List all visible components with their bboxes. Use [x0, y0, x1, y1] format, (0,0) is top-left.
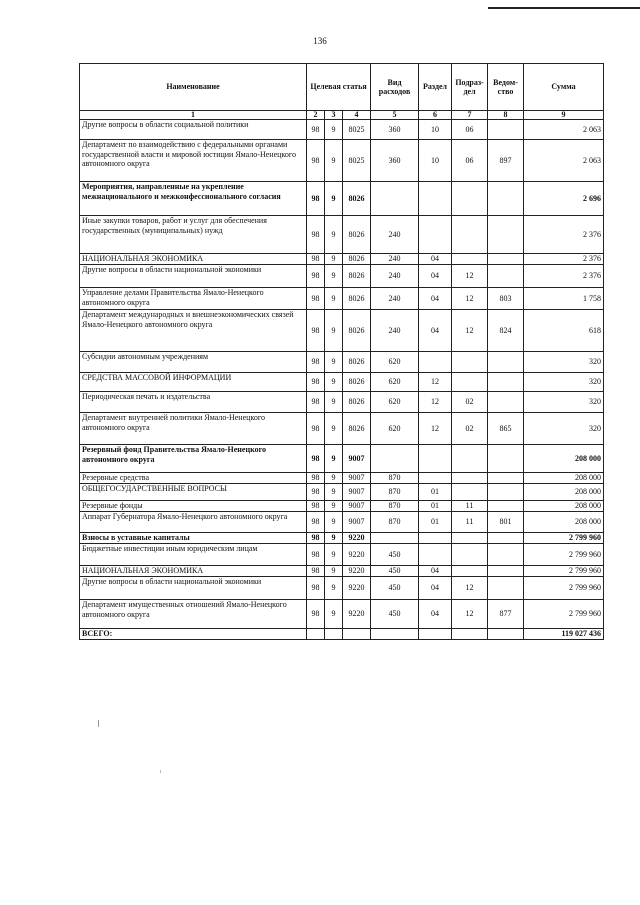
- cell-summa: 320: [524, 352, 604, 373]
- cell-c: 8026: [343, 373, 371, 392]
- cell-vid: [371, 445, 419, 473]
- cell-summa: 208 000: [524, 473, 604, 484]
- header-subsection: Подраз-дел: [452, 64, 488, 111]
- cell-vid: 360: [371, 120, 419, 140]
- cell-summa: 2 063: [524, 120, 604, 140]
- cell-empty: [307, 629, 325, 640]
- cell-podrazdel: [452, 373, 488, 392]
- cell-vid: 870: [371, 501, 419, 512]
- cell-summa: 2 376: [524, 216, 604, 254]
- cell-vedomstvo: [488, 473, 524, 484]
- cell-a: 98: [307, 600, 325, 629]
- cell-summa: 2 376: [524, 254, 604, 265]
- col-num: 2: [307, 111, 325, 120]
- cell-a: 98: [307, 288, 325, 310]
- cell-vid: 450: [371, 600, 419, 629]
- cell-vedomstvo: 803: [488, 288, 524, 310]
- cell-name: Резервный фонд Правительства Ямало-Ненецкого автономного округа: [80, 445, 307, 473]
- cell-vedomstvo: [488, 501, 524, 512]
- cell-podrazdel: [452, 544, 488, 566]
- cell-a: 98: [307, 254, 325, 265]
- cell-summa: 320: [524, 413, 604, 445]
- cell-vedomstvo: 824: [488, 310, 524, 352]
- cell-summa: 208 000: [524, 484, 604, 501]
- cell-podrazdel: [452, 216, 488, 254]
- cell-razdel: 04: [419, 600, 452, 629]
- scan-mark: [98, 720, 99, 727]
- cell-vedomstvo: 877: [488, 600, 524, 629]
- cell-c: 9007: [343, 445, 371, 473]
- table-row: [80, 140, 604, 182]
- table-row: [80, 182, 604, 216]
- cell-c: 8026: [343, 392, 371, 413]
- cell-empty: [343, 629, 371, 640]
- total-amount: 119 027 436: [524, 629, 604, 640]
- cell-summa: 2 799 960: [524, 544, 604, 566]
- cell-c: 9220: [343, 600, 371, 629]
- cell-summa: 208 000: [524, 501, 604, 512]
- cell-a: 98: [307, 577, 325, 600]
- cell-b: 9: [325, 577, 343, 600]
- scan-mark: [160, 770, 161, 773]
- cell-summa: 320: [524, 392, 604, 413]
- cell-c: 9007: [343, 512, 371, 533]
- cell-empty: [325, 629, 343, 640]
- cell-vedomstvo: [488, 392, 524, 413]
- cell-razdel: [419, 182, 452, 216]
- cell-podrazdel: 06: [452, 140, 488, 182]
- cell-vid: 240: [371, 288, 419, 310]
- cell-podrazdel: [452, 484, 488, 501]
- header-amount: Сумма: [524, 64, 604, 111]
- cell-summa: 2 063: [524, 140, 604, 182]
- cell-c: 9220: [343, 566, 371, 577]
- cell-name: Бюджетные инвестиции иным юридическим лицам: [80, 544, 307, 566]
- cell-vedomstvo: 865: [488, 413, 524, 445]
- cell-podrazdel: [452, 352, 488, 373]
- cell-c: 8026: [343, 182, 371, 216]
- cell-razdel: 12: [419, 392, 452, 413]
- cell-b: 9: [325, 445, 343, 473]
- cell-empty: [419, 629, 452, 640]
- cell-vid: 870: [371, 473, 419, 484]
- cell-vedomstvo: [488, 352, 524, 373]
- cell-podrazdel: 11: [452, 512, 488, 533]
- cell-vedomstvo: 801: [488, 512, 524, 533]
- cell-podrazdel: 11: [452, 501, 488, 512]
- cell-c: 8026: [343, 254, 371, 265]
- cell-b: 9: [325, 484, 343, 501]
- cell-podrazdel: 02: [452, 413, 488, 445]
- cell-vedomstvo: [488, 182, 524, 216]
- cell-name: Резервные фонды: [80, 501, 307, 512]
- cell-name: Департамент по взаимодействию с федеральными органами государственной власти и мировой юстиции Ямало-Ненецкого автономного округа: [80, 140, 307, 182]
- column-number-row: [80, 111, 604, 120]
- header-row: [80, 64, 604, 111]
- table-row: [80, 566, 604, 577]
- cell-razdel: 12: [419, 373, 452, 392]
- cell-b: 9: [325, 140, 343, 182]
- cell-vid: 620: [371, 392, 419, 413]
- cell-summa: 1 758: [524, 288, 604, 310]
- total-label: ВСЕГО:: [80, 629, 307, 640]
- cell-c: 9007: [343, 501, 371, 512]
- cell-vedomstvo: [488, 254, 524, 265]
- cell-a: 98: [307, 533, 325, 544]
- cell-name: НАЦИОНАЛЬНАЯ ЭКОНОМИКА: [80, 254, 307, 265]
- cell-a: 98: [307, 265, 325, 288]
- cell-c: 8025: [343, 140, 371, 182]
- cell-podrazdel: [452, 254, 488, 265]
- cell-b: 9: [325, 544, 343, 566]
- cell-summa: 2 799 960: [524, 566, 604, 577]
- cell-vid: 620: [371, 373, 419, 392]
- cell-b: 9: [325, 473, 343, 484]
- table-row: [80, 373, 604, 392]
- cell-name: Департамент внутренней политики Ямало-Ненецкого автономного округа: [80, 413, 307, 445]
- cell-c: 9007: [343, 473, 371, 484]
- table-row: [80, 120, 604, 140]
- cell-vid: 240: [371, 265, 419, 288]
- cell-podrazdel: 12: [452, 288, 488, 310]
- cell-empty: [488, 629, 524, 640]
- cell-razdel: 10: [419, 120, 452, 140]
- col-num: 1: [80, 111, 307, 120]
- cell-name: Резервные средства: [80, 473, 307, 484]
- cell-b: 9: [325, 352, 343, 373]
- cell-vedomstvo: [488, 533, 524, 544]
- cell-vid: 620: [371, 352, 419, 373]
- cell-b: 9: [325, 182, 343, 216]
- cell-c: 8026: [343, 352, 371, 373]
- cell-razdel: 04: [419, 577, 452, 600]
- col-num: 5: [371, 111, 419, 120]
- cell-c: 9220: [343, 577, 371, 600]
- table-row: [80, 501, 604, 512]
- cell-a: 98: [307, 512, 325, 533]
- cell-vedomstvo: [488, 216, 524, 254]
- cell-summa: 618: [524, 310, 604, 352]
- total-row: [80, 629, 604, 640]
- col-num: 3: [325, 111, 343, 120]
- cell-vedomstvo: [488, 445, 524, 473]
- cell-podrazdel: 12: [452, 577, 488, 600]
- col-num: 6: [419, 111, 452, 120]
- cell-b: 9: [325, 501, 343, 512]
- cell-vedomstvo: [488, 265, 524, 288]
- cell-name: Субсидии автономным учреждениям: [80, 352, 307, 373]
- page-number: 136: [313, 36, 327, 46]
- cell-summa: 208 000: [524, 445, 604, 473]
- cell-podrazdel: 06: [452, 120, 488, 140]
- cell-vid: 240: [371, 254, 419, 265]
- cell-vid: [371, 182, 419, 216]
- cell-vedomstvo: [488, 544, 524, 566]
- cell-vedomstvo: [488, 566, 524, 577]
- cell-a: 98: [307, 501, 325, 512]
- cell-summa: 2 799 960: [524, 577, 604, 600]
- cell-name: Иные закупки товаров, работ и услуг для обеспечения государственных (муниципальных) нужд: [80, 216, 307, 254]
- cell-a: 98: [307, 310, 325, 352]
- cell-name: ОБЩЕГОСУДАРСТВЕННЫЕ ВОПРОСЫ: [80, 484, 307, 501]
- cell-vid: 450: [371, 577, 419, 600]
- col-num: 9: [524, 111, 604, 120]
- cell-b: 9: [325, 216, 343, 254]
- cell-summa: 2 799 960: [524, 600, 604, 629]
- cell-summa: 2 376: [524, 265, 604, 288]
- cell-name: Другие вопросы в области национальной экономики: [80, 265, 307, 288]
- table-row: [80, 577, 604, 600]
- cell-b: 9: [325, 512, 343, 533]
- col-num: 7: [452, 111, 488, 120]
- cell-razdel: 01: [419, 484, 452, 501]
- cell-podrazdel: [452, 182, 488, 216]
- header-department: Ведом-ство: [488, 64, 524, 111]
- cell-name: НАЦИОНАЛЬНАЯ ЭКОНОМИКА: [80, 566, 307, 577]
- cell-podrazdel: 12: [452, 310, 488, 352]
- cell-vid: 240: [371, 310, 419, 352]
- cell-a: 98: [307, 544, 325, 566]
- cell-podrazdel: [452, 566, 488, 577]
- table-row: [80, 600, 604, 629]
- table-row: [80, 288, 604, 310]
- cell-a: 98: [307, 182, 325, 216]
- cell-a: 98: [307, 140, 325, 182]
- cell-a: 98: [307, 120, 325, 140]
- header-name: Наименование: [80, 64, 307, 111]
- header-target: Целевая статья: [307, 64, 371, 111]
- cell-razdel: [419, 216, 452, 254]
- cell-a: 98: [307, 352, 325, 373]
- cell-razdel: [419, 445, 452, 473]
- cell-razdel: 01: [419, 512, 452, 533]
- cell-razdel: 10: [419, 140, 452, 182]
- cell-vedomstvo: [488, 120, 524, 140]
- cell-podrazdel: [452, 473, 488, 484]
- cell-razdel: [419, 533, 452, 544]
- cell-vid: 870: [371, 512, 419, 533]
- cell-vid: 240: [371, 216, 419, 254]
- table-row: [80, 310, 604, 352]
- cell-b: 9: [325, 566, 343, 577]
- cell-b: 9: [325, 120, 343, 140]
- cell-vid: 870: [371, 484, 419, 501]
- cell-a: 98: [307, 566, 325, 577]
- cell-vid: 620: [371, 413, 419, 445]
- cell-razdel: 01: [419, 501, 452, 512]
- cell-podrazdel: 12: [452, 600, 488, 629]
- cell-name: Мероприятия, направленные на укрепление межнационального и межконфессионального согласия: [80, 182, 307, 216]
- table-row: [80, 413, 604, 445]
- cell-vedomstvo: [488, 373, 524, 392]
- cell-razdel: 04: [419, 265, 452, 288]
- cell-c: 9220: [343, 544, 371, 566]
- cell-podrazdel: [452, 533, 488, 544]
- cell-b: 9: [325, 413, 343, 445]
- cell-podrazdel: 12: [452, 265, 488, 288]
- table-row: [80, 544, 604, 566]
- col-num: 4: [343, 111, 371, 120]
- top-rule: [488, 7, 640, 9]
- cell-vedomstvo: 897: [488, 140, 524, 182]
- table-row: [80, 216, 604, 254]
- cell-summa: 320: [524, 373, 604, 392]
- cell-vid: 450: [371, 566, 419, 577]
- table-row: [80, 265, 604, 288]
- cell-a: 98: [307, 484, 325, 501]
- cell-c: 8026: [343, 310, 371, 352]
- cell-razdel: [419, 352, 452, 373]
- cell-name: СРЕДСТВА МАССОВОЙ ИНФОРМАЦИИ: [80, 373, 307, 392]
- table-row: [80, 533, 604, 544]
- cell-name: Департамент имущественных отношений Ямало-Ненецкого автономного округа: [80, 600, 307, 629]
- cell-c: 9007: [343, 484, 371, 501]
- table-row: [80, 392, 604, 413]
- cell-razdel: [419, 473, 452, 484]
- cell-name: Взносы в уставные капиталы: [80, 533, 307, 544]
- cell-vid: 360: [371, 140, 419, 182]
- cell-summa: 2 696: [524, 182, 604, 216]
- cell-name: Периодическая печать и издательства: [80, 392, 307, 413]
- cell-name: Другие вопросы в области национальной экономики: [80, 577, 307, 600]
- cell-b: 9: [325, 392, 343, 413]
- cell-name: Другие вопросы в области социальной политики: [80, 120, 307, 140]
- cell-c: 8025: [343, 120, 371, 140]
- table-row: [80, 473, 604, 484]
- cell-name: Департамент международных и внешнеэкономических связей Ямало-Ненецкого автономного округа: [80, 310, 307, 352]
- cell-podrazdel: 02: [452, 392, 488, 413]
- cell-a: 98: [307, 445, 325, 473]
- table-row: [80, 445, 604, 473]
- cell-podrazdel: [452, 445, 488, 473]
- cell-a: 98: [307, 392, 325, 413]
- cell-c: 8026: [343, 288, 371, 310]
- cell-b: 9: [325, 310, 343, 352]
- cell-b: 9: [325, 600, 343, 629]
- cell-a: 98: [307, 216, 325, 254]
- header-expense-type: Вид расходов: [371, 64, 419, 111]
- cell-b: 9: [325, 254, 343, 265]
- cell-vid: 450: [371, 544, 419, 566]
- cell-b: 9: [325, 373, 343, 392]
- table-row: [80, 512, 604, 533]
- cell-b: 9: [325, 533, 343, 544]
- cell-name: Аппарат Губернатора Ямало-Ненецкого автономного округа: [80, 512, 307, 533]
- cell-a: 98: [307, 413, 325, 445]
- cell-empty: [452, 629, 488, 640]
- cell-razdel: 04: [419, 310, 452, 352]
- table-row: [80, 352, 604, 373]
- cell-vedomstvo: [488, 484, 524, 501]
- cell-b: 9: [325, 265, 343, 288]
- header-section: Раздел: [419, 64, 452, 111]
- cell-razdel: 04: [419, 288, 452, 310]
- cell-c: 9220: [343, 533, 371, 544]
- table-row: [80, 254, 604, 265]
- cell-c: 8026: [343, 265, 371, 288]
- cell-a: 98: [307, 373, 325, 392]
- cell-summa: 2 799 960: [524, 533, 604, 544]
- cell-name: Управление делами Правительства Ямало-Ненецкого автономного округа: [80, 288, 307, 310]
- cell-c: 8026: [343, 413, 371, 445]
- cell-razdel: 04: [419, 566, 452, 577]
- cell-vedomstvo: [488, 577, 524, 600]
- cell-razdel: 12: [419, 413, 452, 445]
- cell-razdel: [419, 544, 452, 566]
- cell-razdel: 04: [419, 254, 452, 265]
- cell-c: 8026: [343, 216, 371, 254]
- cell-summa: 208 000: [524, 512, 604, 533]
- budget-table: [79, 63, 604, 640]
- cell-b: 9: [325, 288, 343, 310]
- cell-vid: [371, 533, 419, 544]
- table-row: [80, 484, 604, 501]
- cell-a: 98: [307, 473, 325, 484]
- cell-empty: [371, 629, 419, 640]
- col-num: 8: [488, 111, 524, 120]
